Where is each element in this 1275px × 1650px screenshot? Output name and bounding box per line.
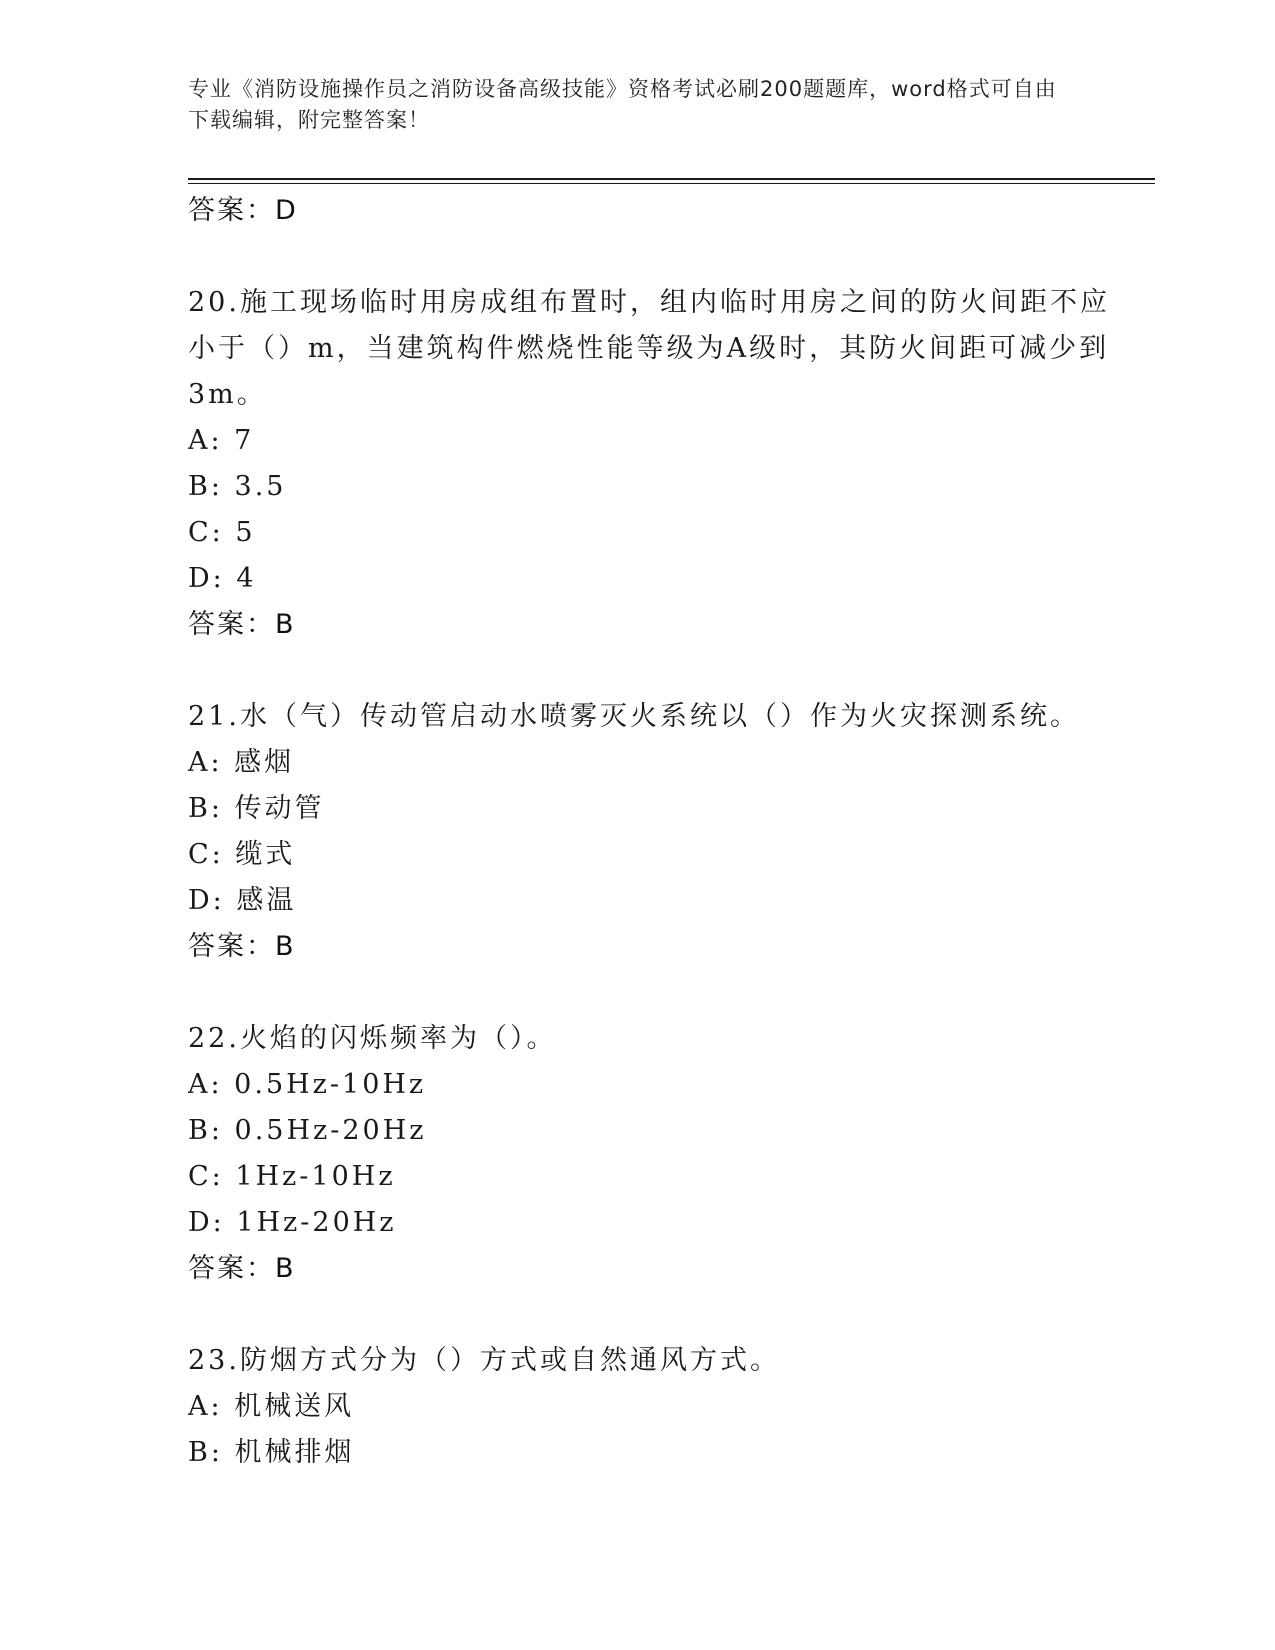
option-b: B: 3.5 — [188, 471, 287, 502]
header-divider-thin — [188, 183, 1155, 184]
header-divider-thick — [188, 178, 1155, 180]
option-a: A: 感烟 — [188, 747, 295, 778]
option-c: C: 1Hz-10Hz — [188, 1161, 396, 1192]
option-a: A: 7 — [188, 425, 255, 456]
spacer — [188, 970, 1088, 1016]
spacer — [188, 234, 1088, 280]
question-20 — [188, 280, 1110, 648]
option-d: D: 感温 — [188, 885, 297, 916]
page-header: 专业《消防设施操作员之消防设备高级技能》资格考试必刷200题题库，word格式可自由下载编辑，附完整答案！ — [188, 77, 1057, 132]
option-d: D: 1Hz-20Hz — [188, 1207, 397, 1238]
option-b: B: 0.5Hz-20Hz — [188, 1115, 427, 1146]
spacer — [188, 1292, 1088, 1338]
answer-line: 答案：B — [188, 609, 296, 640]
option-c: C: 5 — [188, 517, 256, 548]
question-22 — [188, 1016, 1088, 1292]
question-stem: 3m。 — [188, 379, 267, 410]
question-stem: 22.火焰的闪烁频率为（）。 — [188, 1023, 557, 1054]
question-stem: 小于（）m，当建筑构件燃烧性能等级为A级时，其防火间距可减少到 — [188, 333, 1110, 364]
question-21 — [188, 694, 1088, 970]
option-a: A: 0.5Hz-10Hz — [188, 1069, 427, 1100]
question-list — [188, 188, 1110, 1476]
question-stem: 23.防烟方式分为（）方式或自然通风方式。 — [188, 1345, 780, 1376]
answer-line: 答案：D — [188, 195, 298, 226]
option-a: A: 机械送风 — [188, 1391, 355, 1422]
option-b: B: 机械排烟 — [188, 1437, 355, 1468]
question-stem: 20.施工现场临时用房成组布置时，组内临时用房之间的防火间距不应 — [188, 287, 1110, 318]
answer-line: 答案：B — [188, 1253, 296, 1284]
question-stem: 21.水（气）传动管启动水喷雾灭火系统以（）作为火灾探测系统。 — [188, 701, 1080, 732]
answer-line: 答案：B — [188, 931, 296, 962]
option-c: C: 缆式 — [188, 839, 296, 870]
question-23 — [188, 1338, 1088, 1476]
spacer — [188, 648, 1088, 694]
option-b: B: 传动管 — [188, 793, 325, 824]
option-d: D: 4 — [188, 563, 257, 594]
